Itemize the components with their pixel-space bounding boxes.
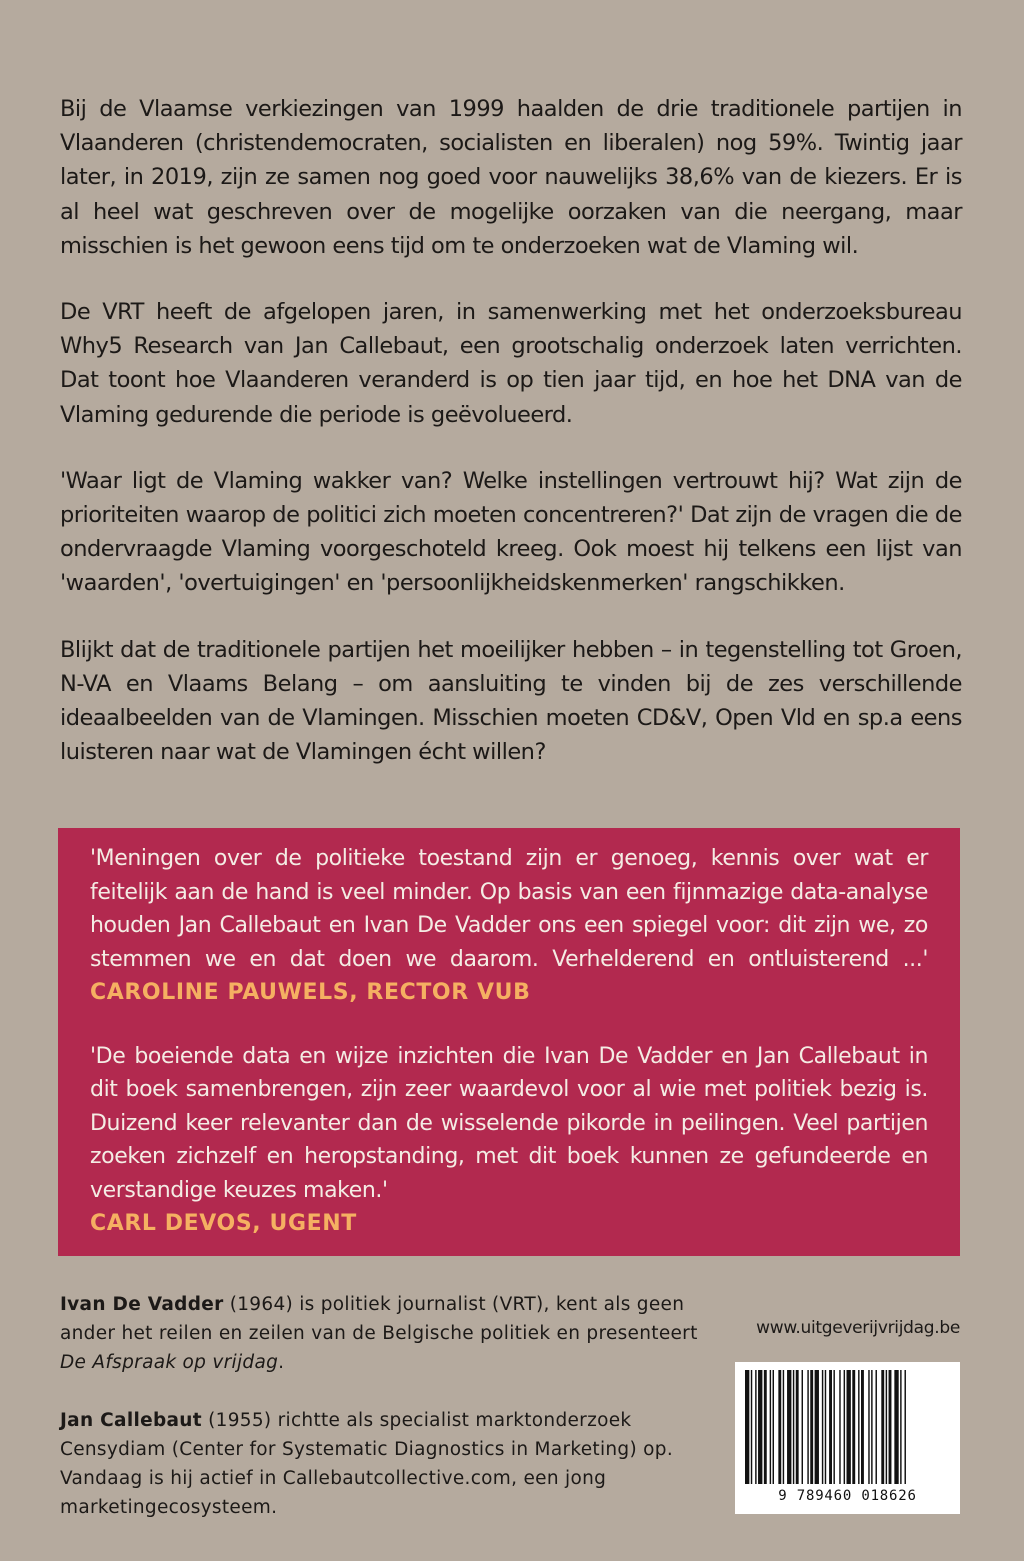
isbn-barcode — [735, 1362, 960, 1514]
quote-text: 'De boeiende data en wijze inzichten die Ivan De Vadder en Jan Callebaut in dit boek samenbrengen, zijn zeer waardevol voor al wie met politiek bezig is. Duizend keer relevanter dan de wisselende pikorde in peilingen. Veel partijen zoeken zichzelf en heropstanding, met dit boek kunnen ze gefundeerde en verstandige keuzes maken.' — [90, 1043, 928, 1203]
bio-end: . — [278, 1352, 285, 1373]
endorsement-quote-2 — [90, 1040, 928, 1241]
isbn-number: 9 789460 018626 — [778, 1488, 917, 1504]
quote-author: CAROLINE PAUWELS, RECTOR VUB — [90, 980, 531, 1005]
author-name: Jan Callebaut — [60, 1410, 202, 1431]
blurb-text — [60, 92, 962, 801]
blurb-paragraph-2: De VRT heeft de afgelopen jaren, in samenwerking met het onderzoeksbureau Why5 Research van Jan Callebaut, een grootschalig onderzoek laten verrichten. Dat toont hoe Vlaanderen veranderd is op tien jaar tijd, en hoe het DNA van de Vlaming gedurende die periode is geëvolueerd. — [60, 299, 962, 428]
blurb-paragraph-1: Bij de Vlaamse verkiezingen van 1999 haalden de drie traditionele partijen in Vlaanderen (christendemocraten, socialisten en liberalen) nog 59%. Twintig jaar later, in 2019, zijn ze samen nog goed voor nauwelijks 38,6% van de kiezers. Er is al heel wat geschreven over de mogelijke oorzaken van die neergang, maar misschien is het gewoon eens tijd om te onderzoeken wat de Vlaming wil. — [60, 96, 962, 259]
publisher-website: www.uitgeverijvrijdag.be — [756, 1318, 960, 1338]
author-name: Ivan De Vadder — [60, 1294, 224, 1315]
author-bio-ivan — [60, 1290, 710, 1377]
quote-text: 'Meningen over de politieke toestand zijn er genoeg, kennis over wat er feitelijk aan de hand is veel minder. Op basis van een fijnmazige data-analyse houden Jan Callebaut en Ivan De Vadder ons een spiegel voor: dit zijn we, zo stemmen we en dat doen we daarom. Verhelderend en ontluisterend ...' — [90, 846, 928, 972]
endorsement-box — [58, 828, 960, 1256]
author-bio-jan — [60, 1406, 710, 1522]
bio-text: (1964) is politiek journalist (VRT), kent als geen ander het reilen en zeilen van de Belgische politiek en presenteert — [60, 1294, 698, 1344]
barcode-bars — [743, 1370, 952, 1484]
bio-text: (1955) richtte als specialist marktonderzoek Censydiam (Center for Systematic Diagnostics in Marketing) op. Vandaag is hij actief in Callebautcollective.com, een jong marketingecosysteem. — [60, 1410, 674, 1518]
quote-author: CARL DEVOS, UGENT — [90, 1211, 357, 1236]
tv-show-title: De Afspraak op vrijdag — [60, 1352, 279, 1373]
blurb-paragraph-4: Blijkt dat de traditionele partijen het moeilijker hebben – in tegenstelling tot Groen, N-VA en Vlaams Belang – om aansluiting te vinden bij de zes verschillende ideaalbeelden van de Vlamingen. Misschien moeten CD&V, Open Vld en sp.a eens luisteren naar wat de Vlamingen écht willen? — [60, 636, 962, 766]
blurb-paragraph-3: 'Waar ligt de Vlaming wakker van? Welke instellingen vertrouwt hij? Wat zijn de prioriteiten waarop de politici zich moeten concentreren?' Dat zijn de vragen die de ondervraagde Vlaming voorgeschoteld kreeg. Ook moest hij telkens een lijst van 'waarden', 'overtuigingen' en 'persoonlijkheidskenmerken' rangschikken. — [60, 467, 962, 597]
endorsement-quote-1 — [90, 842, 928, 1010]
